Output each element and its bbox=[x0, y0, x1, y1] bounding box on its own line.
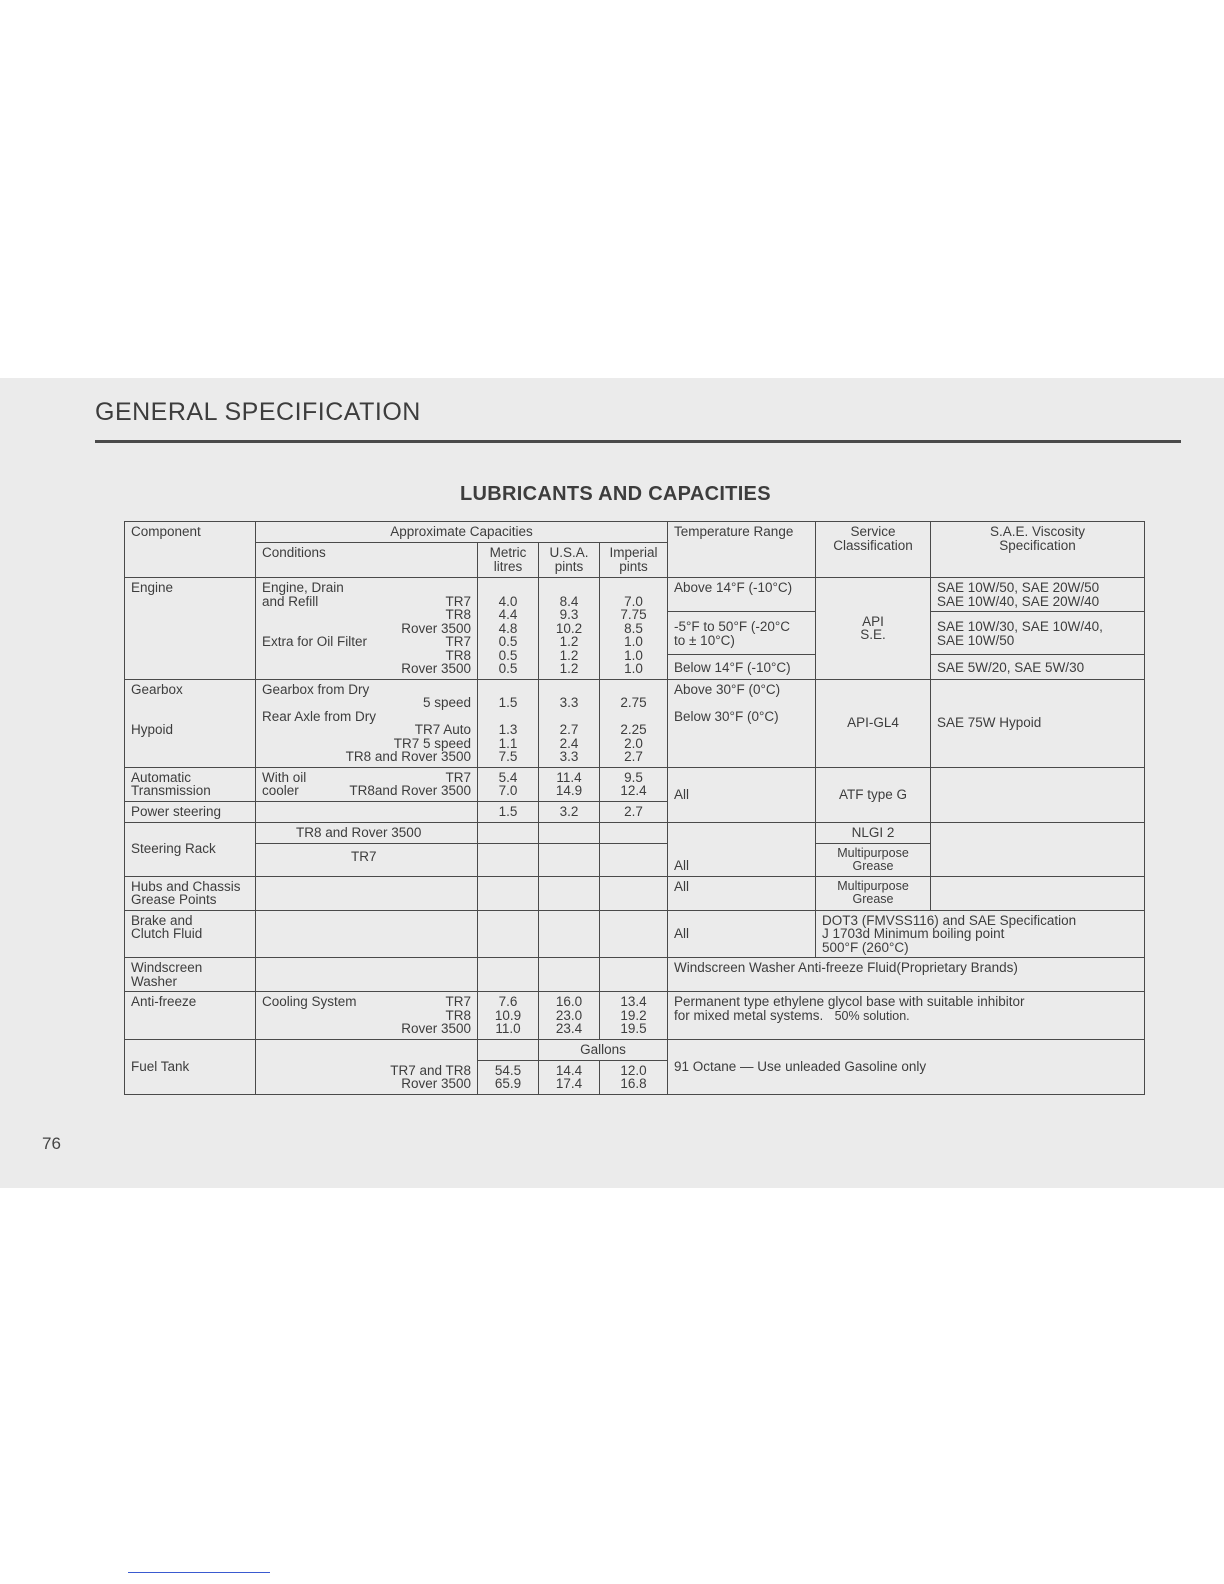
fuel-imperial-1: 12.0 bbox=[620, 1062, 647, 1078]
table-title: LUBRICANTS AND CAPACITIES bbox=[460, 483, 771, 505]
gearbox-metric-2: 1.3 bbox=[498, 722, 518, 737]
engine-sae-1 bbox=[931, 578, 1144, 611]
antifreeze-note-2a: for mixed metal systems. bbox=[674, 1007, 824, 1023]
header-service bbox=[816, 522, 931, 578]
gearbox-model-2: TR7 5 speed bbox=[393, 735, 471, 751]
engine-temp-1: Above 14°F (-10°C) bbox=[674, 580, 793, 595]
antifreeze-model-1: TR7 bbox=[445, 994, 471, 1009]
hubs-service-1: Multipurpose bbox=[837, 878, 909, 893]
gearbox-usa bbox=[539, 679, 600, 767]
header-usa bbox=[539, 543, 600, 578]
steering-rack-usa-1 bbox=[539, 822, 600, 843]
antifreeze-usa-1: 16.0 bbox=[555, 994, 583, 1009]
brake-spec bbox=[816, 910, 1145, 958]
washer-usa bbox=[539, 958, 600, 992]
engine-temperature bbox=[668, 578, 816, 680]
washer-component-1: Windscreen bbox=[131, 960, 203, 975]
brake-metric bbox=[478, 910, 539, 958]
gearbox-imperial-4: 2.7 bbox=[624, 749, 643, 764]
hubs-sae bbox=[931, 876, 1145, 910]
gearbox-cond-1b: 5 speed bbox=[422, 695, 471, 710]
auto-trans-usa-2: 14.9 bbox=[555, 783, 583, 798]
header-metric-line1: Metric bbox=[489, 545, 527, 560]
fuel-usa bbox=[539, 1060, 600, 1094]
fuel-gallons-header: Gallons bbox=[539, 1039, 668, 1060]
engine-sae-2 bbox=[931, 611, 1144, 654]
antifreeze-note-2b: 50% solution. bbox=[834, 1008, 910, 1023]
table-header-row bbox=[125, 522, 1145, 543]
washer-note: Windscreen Washer Anti-freeze Fluid(Proprietary Brands) bbox=[668, 958, 1145, 992]
gearbox-usa-2: 2.7 bbox=[559, 722, 579, 737]
auto-trans-usa bbox=[539, 767, 600, 801]
steering-rack-usa-2 bbox=[539, 843, 600, 876]
antifreeze-usa-2: 23.0 bbox=[555, 1007, 583, 1023]
brake-spec-3: 500°F (260°C) bbox=[822, 939, 909, 955]
gearbox-temp-1: Above 30°F (0°C) bbox=[674, 681, 781, 697]
gearbox-usa-1: 3.3 bbox=[559, 695, 579, 710]
auto-trans-component bbox=[125, 767, 256, 801]
steering-rack-temperature: All bbox=[668, 822, 816, 876]
engine-imperial-6: 1.0 bbox=[624, 661, 643, 676]
header-usa-line2: pints bbox=[554, 559, 584, 574]
auto-trans-usa-1: 11.4 bbox=[556, 769, 582, 785]
gearbox-model-3: TR8 and Rover 3500 bbox=[345, 749, 471, 764]
engine-sae bbox=[931, 578, 1145, 680]
steering-rack-component: Steering Rack bbox=[125, 822, 256, 876]
washer-conditions bbox=[256, 958, 478, 992]
brake-conditions bbox=[256, 910, 478, 958]
engine-model-1: TR7 bbox=[445, 593, 471, 609]
engine-usa-2: 9.3 bbox=[559, 607, 579, 622]
gearbox-cond-1: Gearbox from Dry bbox=[262, 681, 370, 697]
hubs-component-2: Grease Points bbox=[131, 892, 217, 907]
auto-trans-metric-1: 5.4 bbox=[498, 769, 518, 785]
steering-rack-sae bbox=[931, 822, 1145, 876]
engine-model-4: TR7 bbox=[445, 634, 471, 649]
brake-component bbox=[125, 910, 256, 958]
gearbox-imperial-2: 2.25 bbox=[620, 722, 647, 737]
engine-metric-3: 4.8 bbox=[498, 620, 518, 636]
power-steering-metric: 1.5 bbox=[478, 801, 539, 822]
gearbox-metric-1: 1.5 bbox=[498, 695, 518, 710]
header-imperial-line2: pints bbox=[619, 559, 648, 574]
brake-component-2: Clutch Fluid bbox=[131, 926, 203, 941]
steering-rack-service-2 bbox=[816, 843, 931, 876]
auto-trans-metric-2: 7.0 bbox=[498, 783, 518, 798]
power-steering-conditions bbox=[256, 801, 478, 822]
washer-metric bbox=[478, 958, 539, 992]
gearbox-imperial bbox=[600, 679, 668, 767]
engine-sae-1b: SAE 10W/40, SAE 20W/40 bbox=[937, 593, 1100, 609]
auto-trans-imperial-2: 12.4 bbox=[620, 783, 647, 798]
table-row-hubs bbox=[125, 876, 1145, 910]
engine-temp-2a: -5°F to 50°F (-20°C bbox=[674, 619, 790, 634]
gearbox-component-2: Hypoid bbox=[131, 722, 174, 737]
power-steering-component: Power steering bbox=[125, 801, 256, 822]
engine-model-5: TR8 bbox=[445, 647, 471, 663]
engine-temp-2b: to ± 10°C) bbox=[674, 632, 735, 648]
gearbox-temperature bbox=[668, 679, 816, 767]
fuel-imperial bbox=[600, 1060, 668, 1094]
gearbox-component bbox=[125, 679, 256, 767]
engine-model-6: Rover 3500 bbox=[401, 661, 471, 676]
engine-sae-1a: SAE 10W/50, SAE 20W/50 bbox=[937, 580, 1100, 595]
gearbox-sae: SAE 75W Hypoid bbox=[931, 679, 1145, 767]
header-usa-line1: U.S.A. bbox=[549, 545, 589, 560]
antifreeze-model-3: Rover 3500 bbox=[401, 1021, 471, 1036]
table-row-antifreeze bbox=[125, 992, 1145, 1040]
fuel-model-1: TR7 and TR8 bbox=[390, 1062, 471, 1078]
header-temperature: Temperature Range bbox=[668, 522, 816, 578]
brake-spec-2: J 1703d Minimum boiling point bbox=[822, 926, 1005, 941]
gearbox-model-1: TR7 Auto bbox=[414, 722, 471, 737]
header-imperial bbox=[600, 543, 668, 578]
engine-model-3: Rover 3500 bbox=[401, 620, 471, 636]
washer-component bbox=[125, 958, 256, 992]
fuel-model-2: Rover 3500 bbox=[401, 1076, 471, 1091]
auto-trans-component-2: Transmission bbox=[131, 783, 211, 798]
engine-usa-6: 1.2 bbox=[559, 661, 579, 676]
antifreeze-imperial-3: 19.5 bbox=[620, 1021, 647, 1036]
table-row-brake bbox=[125, 910, 1145, 958]
engine-imperial-5: 1.0 bbox=[624, 647, 643, 663]
fuel-conditions bbox=[256, 1039, 478, 1094]
engine-usa-3: 10.2 bbox=[555, 620, 583, 636]
engine-service-2: S.E. bbox=[860, 627, 886, 643]
gearbox-conditions bbox=[256, 679, 478, 767]
fuel-metric-1: 54.5 bbox=[494, 1062, 522, 1078]
auto-trans-component-1: Automatic bbox=[131, 769, 192, 785]
auto-trans-metric bbox=[478, 767, 539, 801]
antifreeze-model-2: TR8 bbox=[445, 1007, 471, 1023]
lubricants-table bbox=[124, 521, 1145, 1095]
hubs-usa bbox=[539, 876, 600, 910]
antifreeze-metric-3: 11.0 bbox=[495, 1021, 521, 1036]
steering-rack-imperial-1 bbox=[600, 822, 668, 843]
header-metric bbox=[478, 543, 539, 578]
brake-component-1: Brake and bbox=[131, 912, 193, 928]
header-service-line1: Service bbox=[850, 524, 896, 539]
hubs-service bbox=[816, 876, 931, 910]
hubs-service-2: Grease bbox=[852, 891, 894, 906]
steering-rack-cond-2: TR7 bbox=[256, 843, 478, 876]
engine-imperial-4: 1.0 bbox=[624, 634, 643, 649]
auto-trans-cond-1: With oil bbox=[262, 769, 307, 785]
hubs-imperial bbox=[600, 876, 668, 910]
fuel-metric-header bbox=[478, 1039, 539, 1060]
header-approx-capacities: Approximate Capacities bbox=[256, 522, 668, 543]
header-service-line2: Classification bbox=[833, 538, 913, 553]
brake-temperature: All bbox=[668, 910, 816, 958]
table-row-engine bbox=[125, 578, 1145, 680]
fuel-usa-1: 14.4 bbox=[555, 1062, 583, 1078]
gearbox-usa-4: 3.3 bbox=[559, 749, 579, 764]
antifreeze-usa-3: 23.4 bbox=[555, 1021, 583, 1036]
gearbox-metric bbox=[478, 679, 539, 767]
header-imperial-line1: Imperial bbox=[609, 545, 658, 560]
hubs-metric bbox=[478, 876, 539, 910]
steering-rack-service-2a: Multipurpose bbox=[837, 845, 909, 860]
auto-trans-imperial bbox=[600, 767, 668, 801]
fuel-imperial-2: 16.8 bbox=[620, 1076, 647, 1091]
engine-model-2: TR8 bbox=[445, 607, 471, 622]
engine-metric-6: 0.5 bbox=[498, 661, 518, 676]
engine-cond-line1: Engine, Drain bbox=[262, 580, 344, 595]
gearbox-cond-2: Rear Axle from Dry bbox=[262, 708, 377, 724]
engine-temp-3: Below 14°F (-10°C) bbox=[668, 654, 815, 678]
auto-trans-sae bbox=[931, 767, 1145, 822]
table-row-gearbox bbox=[125, 679, 1145, 767]
header-sae-line1: S.A.E. Viscosity bbox=[989, 524, 1086, 539]
auto-trans-conditions bbox=[256, 767, 478, 801]
engine-metric-2: 4.4 bbox=[498, 607, 518, 622]
gearbox-usa-3: 2.4 bbox=[559, 735, 579, 751]
antifreeze-usa bbox=[539, 992, 600, 1040]
engine-cond-line3: Extra for Oil Filter bbox=[262, 634, 368, 649]
engine-metric-4: 0.5 bbox=[498, 634, 518, 649]
auto-trans-model-2: TR8and Rover 3500 bbox=[349, 783, 471, 798]
page-title: GENERAL SPECIFICATION bbox=[95, 398, 421, 426]
antifreeze-metric-2: 10.9 bbox=[494, 1007, 522, 1023]
brake-imperial bbox=[600, 910, 668, 958]
gearbox-metric-3: 1.1 bbox=[498, 735, 518, 751]
page-number: 76 bbox=[42, 1134, 61, 1153]
engine-metric-1: 4.0 bbox=[498, 593, 518, 609]
fuel-metric-2: 65.9 bbox=[494, 1076, 522, 1091]
auto-trans-cond-2: cooler bbox=[262, 783, 299, 798]
gearbox-service: API-GL4 bbox=[816, 679, 931, 767]
fuel-metric bbox=[478, 1060, 539, 1094]
engine-usa-5: 1.2 bbox=[559, 647, 579, 663]
auto-trans-imperial-1: 9.5 bbox=[624, 769, 643, 785]
engine-usa bbox=[539, 578, 600, 680]
hubs-temperature: All bbox=[668, 876, 816, 910]
fuel-note: 91 Octane — Use unleaded Gasoline only bbox=[668, 1039, 1145, 1094]
engine-service-1: API bbox=[862, 613, 884, 629]
engine-metric bbox=[478, 578, 539, 680]
engine-usa-4: 1.2 bbox=[559, 634, 579, 649]
fuel-component: Fuel Tank bbox=[125, 1039, 256, 1094]
brake-spec-1: DOT3 (FMVSS116) and SAE Specification bbox=[822, 912, 1077, 928]
hubs-component-1: Hubs and Chassis bbox=[131, 878, 241, 894]
antifreeze-cond: Cooling System bbox=[262, 994, 357, 1009]
hubs-component bbox=[125, 876, 256, 910]
auto-trans-service: ATF type G bbox=[816, 767, 931, 822]
fuel-usa-2: 17.4 bbox=[555, 1076, 583, 1091]
table-row-fuel-1 bbox=[125, 1039, 1145, 1060]
engine-imperial-2: 7.75 bbox=[620, 607, 647, 622]
auto-trans-temperature: All bbox=[668, 767, 816, 822]
table-row-auto-trans bbox=[125, 767, 1145, 801]
table-row-steering-rack-1 bbox=[125, 822, 1145, 843]
steering-rack-metric-2 bbox=[478, 843, 539, 876]
engine-cond-line2: and Refill bbox=[262, 593, 319, 609]
engine-service bbox=[816, 578, 931, 680]
engine-metric-5: 0.5 bbox=[498, 647, 518, 663]
gearbox-component-1: Gearbox bbox=[131, 681, 183, 697]
header-metric-line2: litres bbox=[493, 559, 523, 574]
hubs-conditions bbox=[256, 876, 478, 910]
engine-component: Engine bbox=[125, 578, 256, 680]
engine-conditions bbox=[256, 578, 478, 680]
gearbox-imperial-1: 2.75 bbox=[620, 695, 647, 710]
steering-rack-service-2b: Grease bbox=[852, 858, 894, 873]
gearbox-temp-2: Below 30°F (0°C) bbox=[674, 708, 779, 724]
antifreeze-metric-1: 7.6 bbox=[498, 994, 518, 1009]
header-component: Component bbox=[125, 522, 256, 578]
antifreeze-metric bbox=[478, 992, 539, 1040]
footer-link-underline bbox=[128, 1572, 270, 1573]
washer-component-2: Washer bbox=[131, 973, 178, 989]
table-row-washer bbox=[125, 958, 1145, 992]
steering-rack-service-1: NLGI 2 bbox=[816, 822, 931, 843]
engine-imperial-1: 7.0 bbox=[624, 593, 643, 609]
antifreeze-note-1: Permanent type ethylene glycol base with suitable inhibitor bbox=[674, 994, 1025, 1009]
header-rule bbox=[95, 440, 1181, 443]
washer-imperial bbox=[600, 958, 668, 992]
engine-sae-2b: SAE 10W/50 bbox=[937, 632, 1015, 648]
engine-imperial-3: 8.5 bbox=[624, 620, 643, 636]
antifreeze-note bbox=[668, 992, 1145, 1040]
header-sae-line2: Specification bbox=[999, 538, 1076, 553]
antifreeze-imperial-2: 19.2 bbox=[620, 1007, 647, 1023]
manual-page bbox=[0, 378, 1224, 1188]
gearbox-metric-4: 7.5 bbox=[498, 749, 518, 764]
auto-trans-model-1: TR7 bbox=[445, 769, 471, 785]
header-sae bbox=[931, 522, 1145, 578]
antifreeze-component: Anti-freeze bbox=[125, 992, 256, 1040]
engine-sae-3: SAE 5W/20, SAE 5W/30 bbox=[931, 654, 1144, 678]
engine-imperial bbox=[600, 578, 668, 680]
gearbox-imperial-3: 2.0 bbox=[624, 735, 643, 751]
engine-sae-2a: SAE 10W/30, SAE 10W/40, bbox=[937, 619, 1103, 634]
engine-usa-1: 8.4 bbox=[559, 593, 579, 609]
steering-rack-metric-1 bbox=[478, 822, 539, 843]
antifreeze-imperial bbox=[600, 992, 668, 1040]
antifreeze-conditions bbox=[256, 992, 478, 1040]
steering-rack-cond-1: TR8 and Rover 3500 bbox=[256, 822, 478, 843]
power-steering-imperial: 2.7 bbox=[600, 801, 668, 822]
header-conditions: Conditions bbox=[256, 543, 478, 578]
power-steering-usa: 3.2 bbox=[539, 801, 600, 822]
antifreeze-imperial-1: 13.4 bbox=[620, 994, 647, 1009]
engine-temp-2 bbox=[668, 611, 815, 654]
brake-usa bbox=[539, 910, 600, 958]
steering-rack-imperial-2 bbox=[600, 843, 668, 876]
